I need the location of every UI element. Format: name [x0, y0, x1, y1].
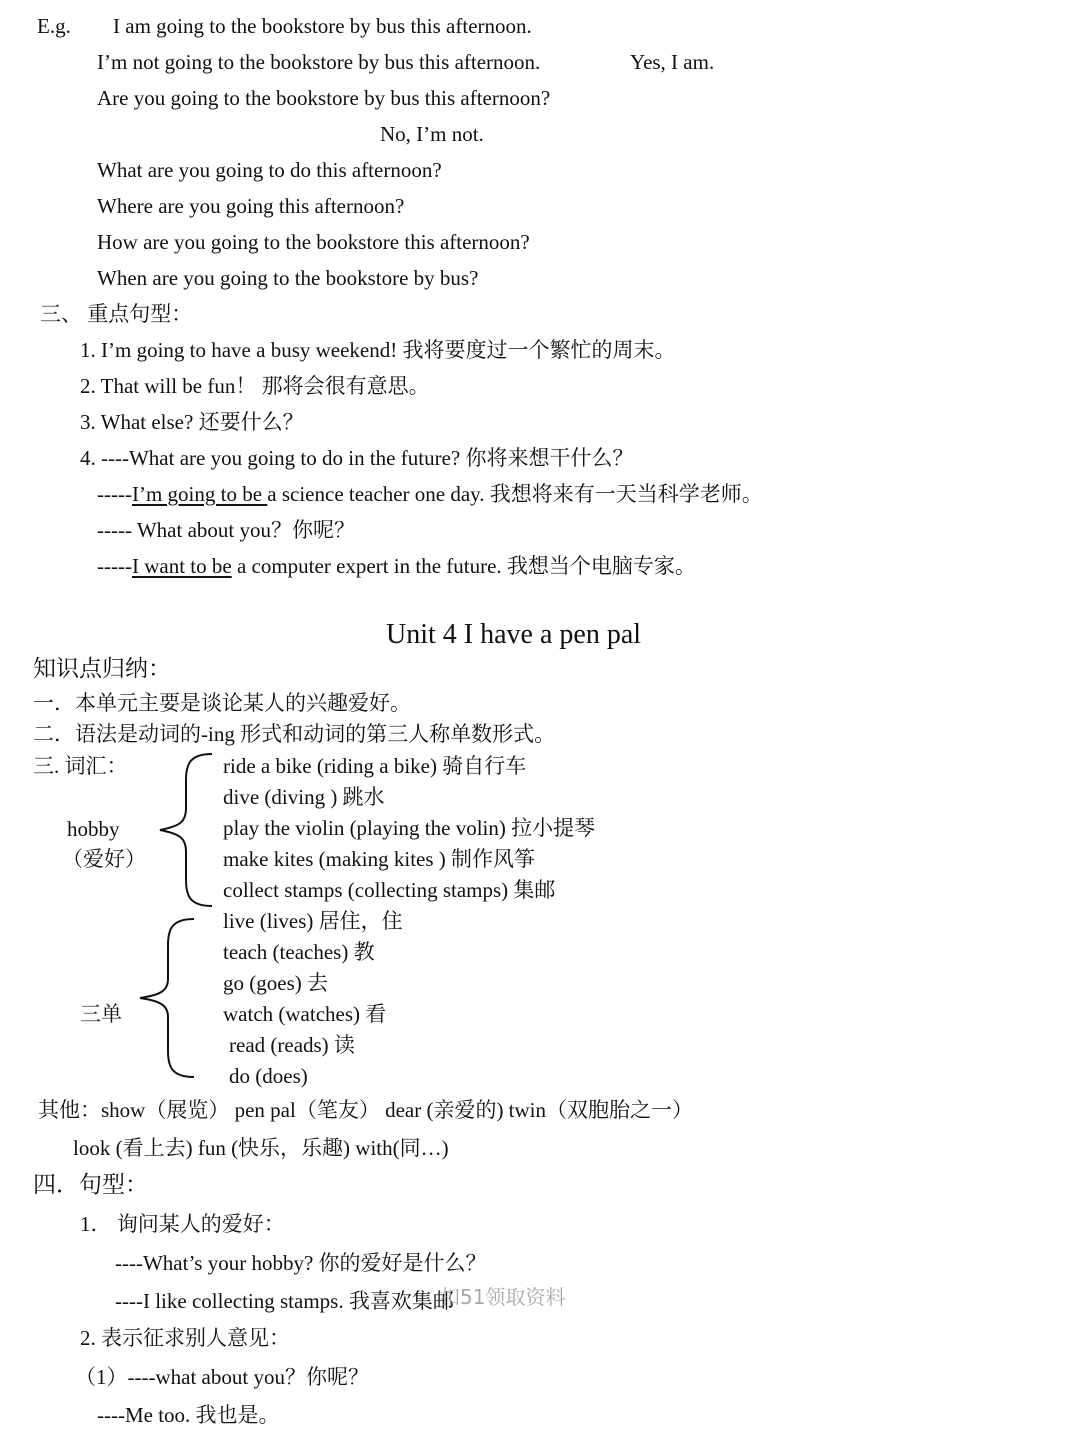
section-heading: 三、 重点句型：: [40, 302, 193, 326]
dialog-rest: a computer expert in the future. 我想当个电脑专家。: [231, 554, 696, 578]
sentence-item: 3. What else? 还要什么？: [80, 410, 304, 434]
hobby-item: collect stamps (collecting stamps) 集邮: [223, 878, 556, 902]
sentence-item: 4. ----What are you going to do in the future? 你将来想干什么？: [80, 446, 634, 470]
hobby-item: make kites (making kites ) 制作风筝: [223, 847, 536, 871]
dialog-line: [97, 517, 355, 543]
patterns-heading: 四．句型：: [33, 1172, 148, 1197]
example-line: What are you going to do this afternoon?: [97, 158, 442, 182]
others-line: look (看上去) fun (快乐，乐趣) with(同…): [73, 1136, 449, 1160]
example-label: E.g.: [37, 14, 71, 38]
sentence-item: 2. That will be fun！ 那将会很有意思。: [80, 374, 430, 398]
dialog-rest: a science teacher one day. 我想将来有一天当科学老师。: [267, 482, 763, 506]
third-person-brace-icon: [130, 915, 200, 1081]
dialog-underlined: I’m going to be: [131, 482, 268, 506]
third-person-item: live (lives) 居住，住: [223, 909, 403, 933]
dialog-prefix: -----: [97, 554, 132, 578]
example-line: No, I’m not.: [380, 122, 484, 146]
hobby-item: play the violin (playing the volin) 拉小提琴: [223, 816, 596, 840]
example-line: I am going to the bookstore by bus this afternoon.: [113, 14, 532, 38]
hobby-cn-label: （爱好）: [62, 847, 146, 871]
example-line: Are you going to the bookstore by bus this afternoon?: [97, 86, 551, 110]
example-line: How are you going to the bookstore this afternoon?: [97, 230, 530, 254]
third-person-item: read (reads) 读: [229, 1033, 355, 1057]
dialog-prefix: -----: [97, 482, 132, 506]
unit-title: Unit 4 I have a pen pal: [386, 619, 642, 650]
pattern-line: ----Me too. 我也是。: [97, 1403, 280, 1427]
pattern-line: （1）----what about you？你呢？: [75, 1365, 369, 1389]
pattern-title: 2. 表示征求别人意见：: [80, 1326, 290, 1350]
third-person-item: go (goes) 去: [223, 971, 328, 995]
sentence-item: 1. I’m going to have a busy weekend! 我将要度过一个繁忙的周末。: [80, 338, 676, 362]
watermark: 扣51领取资料: [440, 1285, 566, 1309]
hobby-item: dive (diving ) 跳水: [223, 785, 385, 809]
example-line: Yes, I am.: [630, 50, 715, 74]
dialog-prefix: ----- What about you？你呢？: [97, 518, 355, 542]
third-person-item: watch (watches) 看: [223, 1002, 387, 1026]
pattern-line: ----What’s your hobby? 你的爱好是什么？: [115, 1251, 487, 1275]
others-line: 其他：show（展览） pen pal（笔友） dear (亲爱的) twin（双胞胎之一）: [38, 1098, 694, 1122]
dialog-line: [97, 553, 696, 579]
pattern-line: ----I like collecting stamps. 我喜欢集邮: [115, 1289, 454, 1313]
hobby-label: hobby: [67, 817, 120, 841]
vocab-label: 三. 词汇：: [33, 754, 128, 778]
dialog-underlined: I want to be: [131, 554, 232, 578]
point-item: 二．语法是动词的-ing 形式和动词的第三人称单数形式。: [33, 722, 556, 746]
pattern-title: 1． 询问某人的爱好：: [80, 1212, 285, 1236]
hobby-brace-icon: [150, 750, 220, 910]
example-line: When are you going to the bookstore by bus?: [97, 266, 479, 290]
third-person-label: 三单: [80, 1002, 122, 1026]
hobby-item: ride a bike (riding a bike) 骑自行车: [223, 754, 527, 778]
dialog-line: [97, 481, 763, 507]
third-person-item: teach (teaches) 教: [223, 940, 375, 964]
point-item: 一．本单元主要是谈论某人的兴趣爱好。: [33, 691, 411, 715]
summary-heading: 知识点归纳：: [33, 656, 171, 681]
example-line: Where are you going this afternoon?: [97, 194, 405, 218]
example-line: I’m not going to the bookstore by bus this afternoon.: [97, 50, 541, 74]
third-person-item: do (does): [229, 1064, 308, 1088]
